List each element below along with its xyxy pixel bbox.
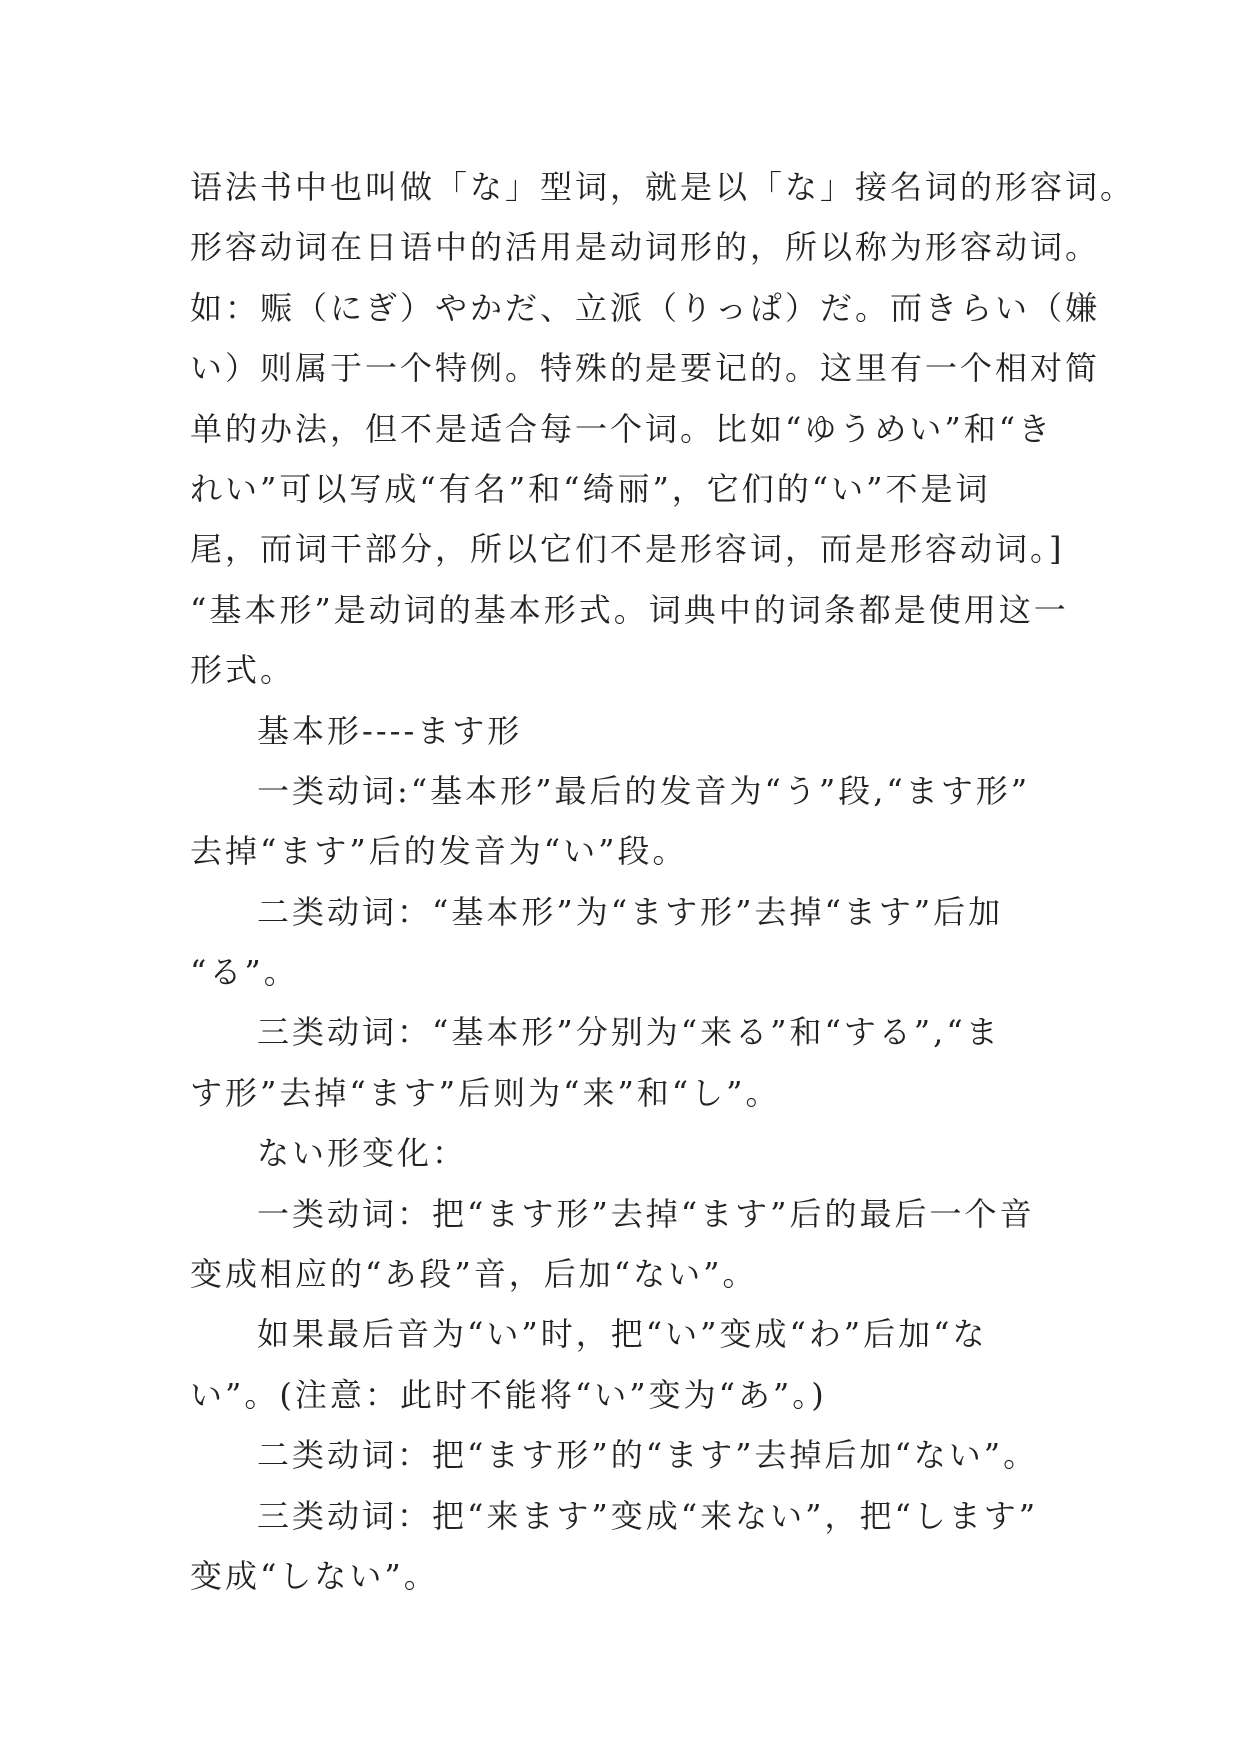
- text-line: れい”可以写成“有名”和“绮丽”，它们的“い”不是词: [190, 469, 991, 508]
- text-line: 语法书中也叫做「な」型词，就是以「な」接名词的形容词。: [190, 168, 1136, 206]
- text-line: す形”去掉“ます”后则为“来”和“し”。: [190, 1073, 781, 1112]
- text-line: 如果最后音为“い”时，把“い”变成“わ”后加“な: [257, 1315, 988, 1354]
- text-line: 如：赈（にぎ）やかだ、立派（りっぱ）だ。而きらい（嫌: [190, 288, 1101, 327]
- text-line: 变成“しない”。: [190, 1556, 439, 1595]
- text-line: 尾，而词干部分，所以它们不是形容词，而是形容动词。]: [190, 530, 1065, 569]
- section-heading: ない形变化：: [257, 1134, 468, 1173]
- text-line: 去掉“ます”后的发音为“い”段。: [190, 832, 688, 871]
- text-line: 形容动词在日语中的活用是动词形的，所以称为形容动词。: [190, 228, 1101, 267]
- text-line: 二类动词：“基本形”为“ます形”去掉“ます”后加: [257, 892, 1004, 931]
- section-heading: 基本形----ます形: [257, 711, 523, 750]
- text-line: い）则属于一个特例。特殊的是要记的。这里有一个相对简: [190, 349, 1101, 388]
- text-line: 变成相应的“あ段”音，后加“ない”。: [190, 1255, 758, 1294]
- text-line: 一类动词:“基本形”最后的发音为“う”段,“ます形”: [257, 771, 1031, 810]
- text-line: 三类动词：“基本形”分别为“来る”和“する”,“ま: [257, 1013, 1001, 1052]
- text-line: 单的办法，但不是适合每一个词。比如“ゆうめい”和“き: [190, 409, 1054, 448]
- text-line: 形式。: [190, 651, 296, 690]
- text-line: 三类动词：把“来ます”变成“来ない”，把“します”: [257, 1496, 1039, 1535]
- text-line: “る”。: [190, 953, 299, 992]
- text-line: 二类动词：把“ます形”的“ます”去掉后加“ない”。: [257, 1436, 1039, 1475]
- text-line: い”。(注意：此时不能将“い”变为“あ”。): [190, 1375, 827, 1414]
- text-line: “基本形”是动词的基本形式。词典中的词条都是使用这一: [190, 590, 1069, 629]
- document-body: [190, 157, 1136, 1606]
- text-line: 一类动词：把“ます形”去掉“ます”后的最后一个音: [257, 1194, 1035, 1233]
